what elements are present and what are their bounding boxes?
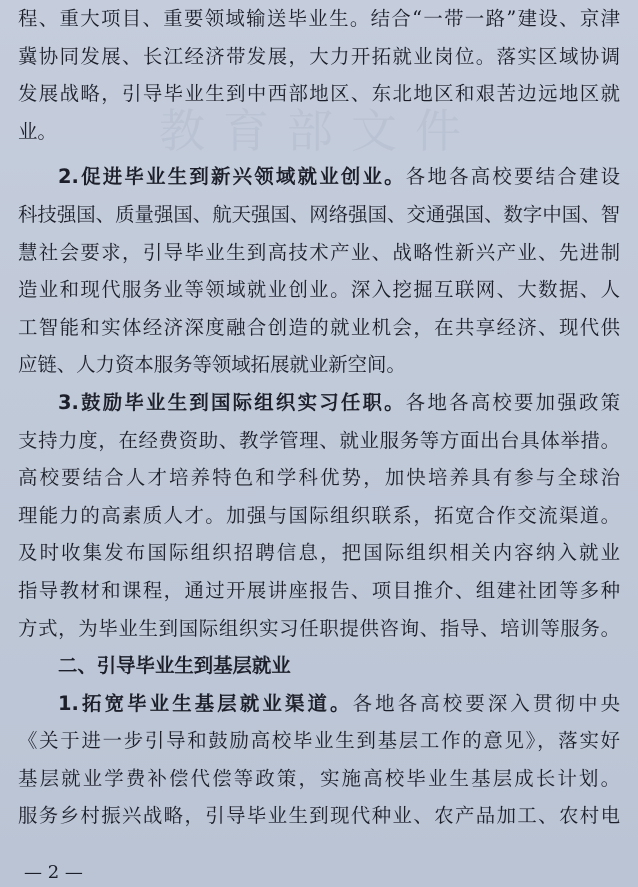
paragraph-text: 各地各高校要深入贯彻中央: [352, 691, 620, 715]
paragraph-line: 发展战略，引导毕业生到中西部地区、东北地区和艰苦边远地区就: [18, 82, 620, 106]
watermark: 教育部文件: [159, 104, 479, 158]
paragraph-first-line: [18, 158, 620, 196]
paragraph-heading: 2.促进毕业生到新兴领域就业创业。: [58, 165, 406, 189]
paragraph-line: 指导教材和课程，通过开展讲座报告、项目推介、组建社团等多种: [18, 578, 620, 602]
paragraph-line: 科技强国、质量强国、航天强国、网络强国、交通强国、数字中国、智: [18, 202, 620, 226]
paragraph-line: 冀协同发展、长江经济带发展，大力开拓就业岗位。落实区域协调: [18, 44, 620, 68]
paragraph-line: 慧社会要求，引导毕业生到高技术产业、战略性新兴产业、先进制: [18, 240, 620, 264]
paragraph-line: 业。: [18, 119, 57, 143]
paragraph-heading: 1.拓宽毕业生基层就业渠道。: [58, 691, 353, 715]
paragraph-first-line: [18, 685, 620, 723]
paragraph-text: 各地各高校要加强政策: [405, 390, 620, 414]
paragraph-line: 方式，为毕业生到国际组织实习任职提供咨询、指导、培训等服务。: [18, 616, 620, 640]
paragraph-line: 服务乡村振兴战略，引导毕业生到现代种业、农产品加工、农村电: [18, 804, 620, 828]
paragraph-heading: 3.鼓励毕业生到国际组织实习任职。: [58, 390, 406, 414]
paragraph-line: 及时收集发布国际组织招聘信息，把国际组织相关内容纳入就业: [18, 541, 620, 565]
paragraph-line: 工智能和实体经济深度融合创造的就业机会，在共享经济、现代供: [18, 315, 620, 339]
document-body: [18, 0, 620, 835]
paragraph-line: 应链、人力资本服务等领域拓展就业新空间。: [18, 353, 406, 377]
paragraph-line: 《关于进一步引导和鼓励高校毕业生到基层工作的意见》，落实好: [18, 729, 620, 753]
paragraph-line: 理能力的高素质人才。加强与国际组织联系，拓宽合作交流渠道。: [18, 503, 620, 527]
section-heading: 二、引导毕业生到基层就业: [58, 654, 291, 678]
paragraph-line: 高校要结合人才培养特色和学科优势，加快培养具有参与全球治: [18, 466, 620, 490]
paragraph-line: 基层就业学费补偿代偿等政策，实施高校毕业生基层成长计划。: [18, 766, 620, 790]
page-number: — 2 —: [24, 862, 83, 883]
paragraph-first-line: [18, 384, 620, 422]
paragraph-text: 各地各高校要结合建设: [405, 165, 620, 189]
paragraph-line: 程、重大项目、重要领域输送毕业生。结合“一带一路”建设、京津: [18, 7, 620, 30]
paragraph-line: 支持力度，在经费资助、教学管理、就业服务等方面出台具体举措。: [18, 428, 620, 452]
paragraph-line: 造业和现代服务业等领域就业创业。深入挖掘互联网、大数据、人: [18, 278, 620, 302]
